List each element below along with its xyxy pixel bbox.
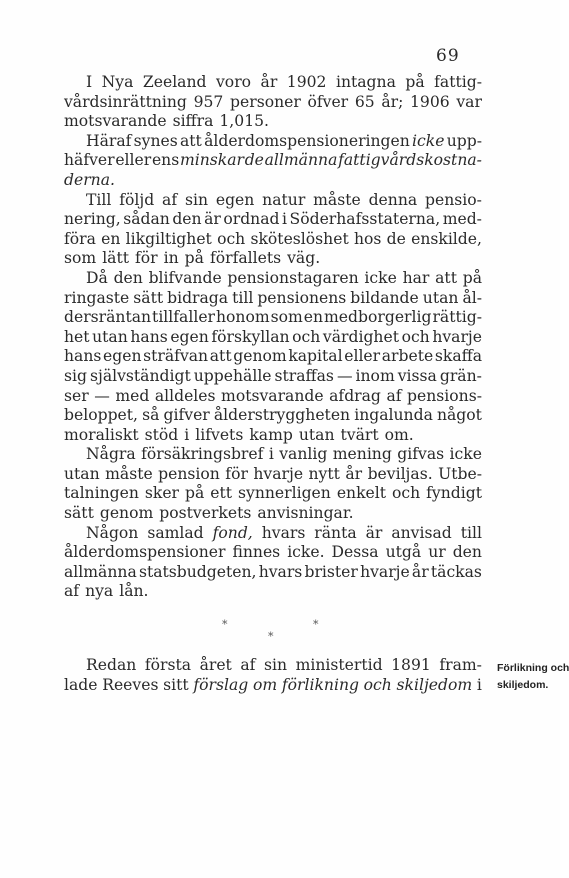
word: sätt [133,288,164,307]
word: Häraf [86,131,132,150]
word: 65 [354,92,375,111]
word: siffra [172,112,214,131]
text-line [64,387,482,407]
word: egen [103,347,142,366]
word: Dessa [331,543,379,562]
word: på [405,73,425,91]
word: af [64,582,80,601]
word: hans [130,327,168,346]
text-line [64,484,482,504]
word: kamp [249,425,293,444]
word: hans [64,347,102,366]
word: allmänna [64,562,137,581]
word: med- [442,210,482,229]
word: lade [64,675,98,694]
word: var [456,92,482,111]
word: Söderhafsstaterna, [289,210,441,229]
section2-text-block [64,656,482,695]
word: förfallets [209,249,282,268]
word: anvisad [391,523,452,542]
word: 1902 [286,73,327,91]
word: lätt [102,249,130,268]
word: straffas [274,366,334,385]
text-line [64,132,482,152]
word: het [64,327,90,346]
word: som [270,308,303,327]
word: måste [313,190,361,209]
word: Redan [86,656,137,674]
word: utan [298,425,335,444]
text-line [64,269,482,289]
word: beloppet, [64,406,139,425]
word: med [115,386,150,405]
word: 957 [193,92,224,111]
word: intagna [335,73,396,91]
word: fond, [212,523,253,542]
word: af [240,656,256,674]
word: samlad [147,523,204,542]
text-line [64,504,482,524]
word: icke [412,131,445,150]
word: och [292,327,321,346]
word: till [460,523,482,542]
word: beviljas. [367,464,433,483]
separator-asterisk: * [268,630,274,643]
separator-asterisk: * [313,618,319,631]
word: sker [144,484,180,503]
word: nering, [64,210,121,229]
word: sträfvan [143,347,209,366]
word: grän- [439,366,482,385]
word: en [303,308,324,327]
word: att [179,131,202,150]
word: något [436,406,482,425]
word: pensionstagaren [227,268,359,287]
word: den [113,268,143,287]
word: icke [449,445,482,464]
text-line [64,191,482,211]
word: utan [64,464,100,483]
text-line [64,656,482,676]
word: ens [151,151,180,170]
text-line [64,582,482,602]
paragraph [64,73,482,132]
word: dersräntan [64,308,152,327]
word: sin [264,656,288,674]
word: och [363,675,392,694]
word: ingalunda [354,406,433,425]
word: och [217,229,246,248]
word: honom [215,308,270,327]
word: Någon [86,523,139,542]
word: följd [119,190,155,209]
word: de [244,151,264,170]
word: pensio- [425,190,482,209]
word: gifver [163,406,210,425]
word: enkelt [336,484,387,503]
word: för [135,249,158,268]
word: talningen [64,484,139,503]
word: skiljedom [396,675,473,694]
page-number: 69 [436,46,460,66]
word: ränta [314,523,357,542]
word: att [435,268,457,287]
word: 1,015. [219,112,269,131]
word: de [386,229,406,248]
word: upp- [446,131,482,150]
text-line [64,308,482,328]
word: i [476,675,482,694]
margin-note [497,660,567,694]
word: väg. [287,249,321,268]
word: I [86,73,93,91]
word: i [268,445,274,464]
word: nytt [308,464,340,483]
word: anvisningar. [257,504,354,523]
word: mening [332,445,392,464]
word: gifvas [397,445,445,464]
word: sin [184,190,208,209]
word: hos [353,229,382,248]
word: derna. [64,170,115,189]
word: i [282,210,288,229]
word: fattig- [434,73,482,91]
paragraph [64,191,482,269]
word: och [401,327,430,346]
word: pensions- [407,386,482,405]
word: vårdsinrättning [64,92,187,111]
text-line [64,73,482,93]
word: voro [216,73,252,91]
text-line [64,249,482,269]
text-line [64,171,482,191]
main-text-block [64,73,482,602]
word: ålderdomspensioneringen [204,131,410,150]
word: som [64,249,97,268]
word: enskilde, [411,229,482,248]
word: på [462,268,482,287]
word: egen [170,327,209,346]
text-line [64,465,482,485]
word: ordnad [223,210,280,229]
text-line [64,406,482,426]
word: hvarje [360,562,410,581]
word: måste [105,464,153,483]
paragraph [64,132,482,191]
word: hvarje [432,327,482,346]
text-line [64,563,482,583]
text-line [64,328,482,348]
word: fattigvårdskostna- [338,151,482,170]
word: utgå [385,543,422,562]
word: häfver [64,151,115,170]
word: rättig- [432,308,482,327]
word: hvarje [253,464,304,483]
text-line [64,210,482,230]
word: af [386,386,402,405]
text-line [64,676,482,696]
word: ålderdomspensioner [64,543,226,562]
word: blifvande [148,268,222,287]
word: i [184,425,190,444]
text-line [64,445,482,465]
word: synes [133,131,178,150]
word: arbete [381,347,434,366]
text-line [64,426,482,446]
word: tillfaller [152,308,216,327]
word: den [172,210,202,229]
word: år [411,562,429,581]
word: pensionens [257,288,347,307]
word: vissa [397,366,437,385]
word: fram- [439,656,482,674]
word: lån. [119,582,149,601]
text-line [64,93,482,113]
word: motsvarande [221,386,324,405]
word: bildande [350,288,419,307]
text-line [64,112,482,132]
word: pension [158,464,220,483]
word: skaffa [434,347,482,366]
paragraph [64,445,482,523]
word: är [365,523,383,542]
paragraph [64,524,482,602]
word: till [232,288,254,307]
margin-note-line: Förlikning och [497,662,569,674]
text-line [64,230,482,250]
word: lifvets [195,425,244,444]
word: medborgerlig [324,308,432,327]
word: öfver [307,92,349,111]
word: — [336,366,353,385]
word: försäkringsbref [141,445,264,464]
word: icke [364,268,397,287]
word: utan [92,327,128,346]
word: 1891 [391,656,431,674]
word: ringaste [64,288,130,307]
text-line [64,543,482,563]
word: Zeeland [142,73,207,91]
word: genom [99,504,154,523]
text-line [64,289,482,309]
word: icke. [287,543,325,562]
word: år; [381,92,404,111]
word: genom [233,347,287,366]
word: och [392,484,421,503]
text-line [64,347,482,367]
word: år [260,73,278,91]
word: år [345,464,363,483]
word: brister [304,562,358,581]
word: tvärt [340,425,379,444]
word: 1906 [410,92,450,111]
margin-note-line: skiljedom. [497,679,549,691]
word: att [209,347,232,366]
word: ålderstryggheten [213,406,351,425]
word: vanlig [279,445,328,464]
text-line [64,151,482,171]
word: alldeles [154,386,216,405]
word: utan [422,288,459,307]
word: ål- [462,288,482,307]
word: föra [64,229,96,248]
word: så [142,406,160,425]
word: täckas [430,562,482,581]
word: kapital [288,347,343,366]
word: första [144,656,192,674]
word: året [199,656,232,674]
word: värdighet [322,327,399,346]
word: har [402,268,430,287]
word: af [162,190,178,209]
word: nya [85,582,114,601]
text-line [64,367,482,387]
word: ur [428,543,446,562]
word: en [101,229,121,248]
word: bidraga [167,288,229,307]
word: statsbudgeten, [138,562,257,581]
word: hvars [261,523,306,542]
word: egen [215,190,255,209]
word: på [185,484,205,503]
word: sig [64,366,87,385]
word: minskar [179,151,244,170]
word: Nya [101,73,134,91]
text-line [64,524,482,544]
word: på [184,249,204,268]
word: självständigt [89,366,191,385]
word: afdrag [329,386,381,405]
word: Reeves [102,675,159,694]
word: motsvarande [64,112,167,131]
word: ett [210,484,233,503]
word: eller [344,347,381,366]
paragraph [64,269,482,445]
word: Utbe- [438,464,482,483]
word: Några [86,445,136,464]
word: allmänna [264,151,338,170]
word: eller [115,151,152,170]
word: för [225,464,248,483]
word: förslag [193,675,249,694]
word: ser [64,386,89,405]
word: in [163,249,179,268]
word: moraliskt [64,425,139,444]
word: Till [86,190,112,209]
word: Då [86,268,108,287]
word: om [252,675,278,694]
word: sätt [64,504,94,523]
word: är [204,210,221,229]
word: sådan [123,210,170,229]
word: sköteslöshet [250,229,349,248]
word: likgiltighet [125,229,212,248]
word: om. [384,425,414,444]
word: förlikning [281,675,359,694]
word: inom [355,366,395,385]
word: ministertid [295,656,383,674]
word: uppehälle [193,366,272,385]
word: den [452,543,482,562]
word: personer [230,92,301,111]
word: finnes [232,543,281,562]
separator-asterisk: * [222,618,228,631]
word: sitt [163,675,189,694]
word: förskyllan [211,327,290,346]
word: natur [262,190,306,209]
word: denna [368,190,418,209]
word: postverkets [159,504,252,523]
word: synnerligen [238,484,331,503]
word: — [94,386,110,405]
word: hvars [258,562,303,581]
word: fyndigt [426,484,482,503]
word: stöd [144,425,179,444]
